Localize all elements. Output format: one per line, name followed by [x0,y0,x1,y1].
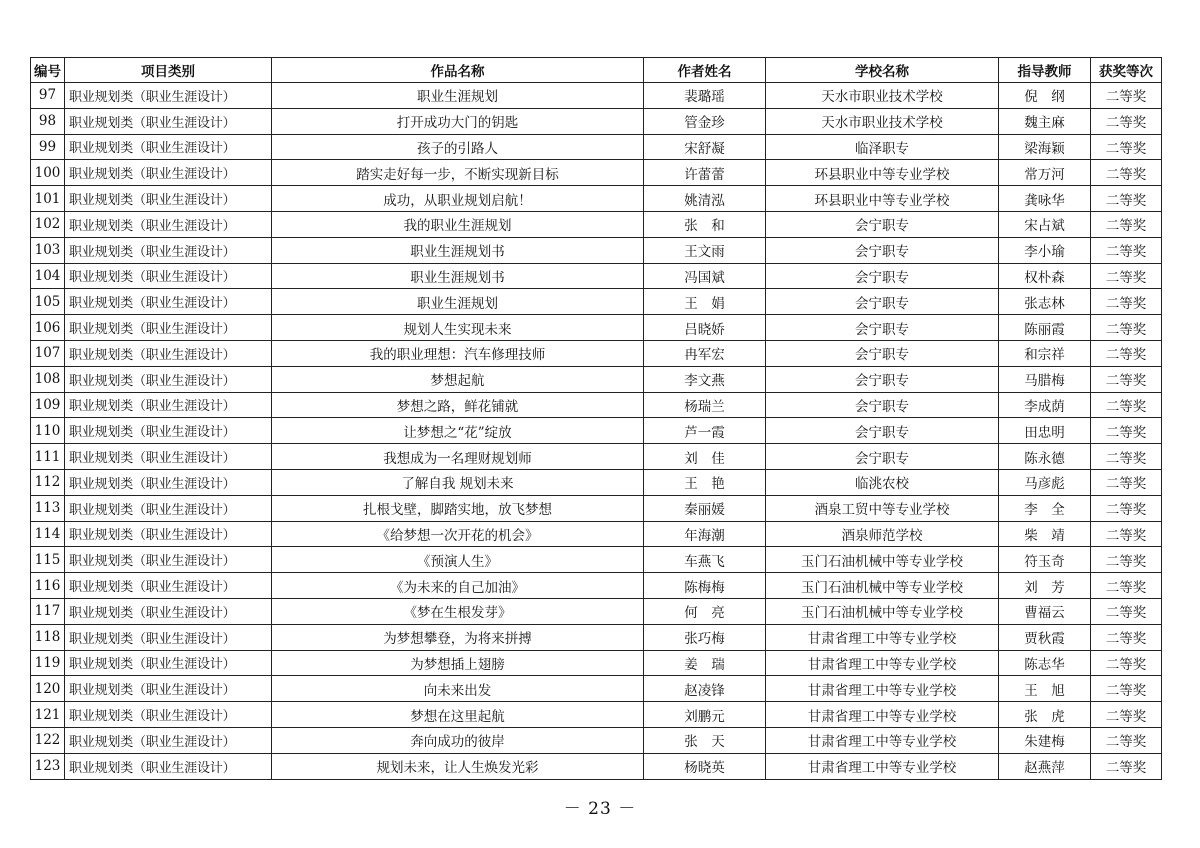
row-award-level: 二等奖 [1091,521,1162,547]
row-work-title: 我想成为一名理财规划师 [272,444,644,470]
row-author: 张巧梅 [644,624,766,650]
row-school: 会宁职专 [766,289,999,315]
header-advisor: 指导教师 [999,58,1091,83]
row-school: 甘肃省理工中等专业学校 [766,702,999,728]
row-school: 天水市职业技术学校 [766,83,999,109]
row-work-title: 《预演人生》 [272,547,644,573]
row-award-level: 二等奖 [1091,418,1162,444]
row-award-level: 二等奖 [1091,83,1162,109]
row-work-title: 了解自我 规划未来 [272,469,644,495]
row-work-title: 梦想起航 [272,366,644,392]
row-author: 张 和 [644,211,766,237]
row-advisor: 常万河 [999,160,1091,186]
row-school: 环县职业中等专业学校 [766,160,999,186]
row-award-level: 二等奖 [1091,624,1162,650]
row-number: 114 [31,521,65,547]
table-row [31,392,1162,418]
row-award-level: 二等奖 [1091,753,1162,779]
row-author: 冉军宏 [644,340,766,366]
row-author: 何 亮 [644,598,766,624]
row-school: 临洮农校 [766,469,999,495]
row-award-level: 二等奖 [1091,289,1162,315]
row-school: 会宁职专 [766,444,999,470]
row-author: 宋舒凝 [644,134,766,160]
row-category: 职业规划类（职业生涯设计） [65,598,272,624]
row-category: 职业规划类（职业生涯设计） [65,573,272,599]
row-author: 张 天 [644,727,766,753]
table-row [31,573,1162,599]
row-work-title: 为梦想攀登，为将来拼搏 [272,624,644,650]
row-author: 陈梅梅 [644,573,766,599]
row-advisor: 陈丽霞 [999,315,1091,341]
row-category: 职业规划类（职业生涯设计） [65,315,272,341]
row-work-title: 为梦想插上翅膀 [272,650,644,676]
table-body [31,83,1162,780]
row-category: 职业规划类（职业生涯设计） [65,186,272,212]
row-school: 会宁职专 [766,211,999,237]
table-row [31,186,1162,212]
row-school: 甘肃省理工中等专业学校 [766,727,999,753]
row-advisor: 柴 靖 [999,521,1091,547]
table-row [31,676,1162,702]
row-number: 100 [31,160,65,186]
row-number: 98 [31,108,65,134]
row-advisor: 梁海颖 [999,134,1091,160]
table-row [31,263,1162,289]
table-row [31,108,1162,134]
row-number: 120 [31,676,65,702]
row-advisor: 张 虎 [999,702,1091,728]
row-award-level: 二等奖 [1091,237,1162,263]
row-work-title: 成功，从职业规划启航！ [272,186,644,212]
table-row [31,598,1162,624]
row-author: 刘鹏元 [644,702,766,728]
header-number: 编号 [31,58,65,83]
table-row [31,702,1162,728]
row-category: 职业规划类（职业生涯设计） [65,676,272,702]
row-category: 职业规划类（职业生涯设计） [65,211,272,237]
row-award-level: 二等奖 [1091,676,1162,702]
row-advisor: 曹福云 [999,598,1091,624]
row-work-title: 我的职业理想：汽车修理技师 [272,340,644,366]
row-school: 甘肃省理工中等专业学校 [766,753,999,779]
row-award-level: 二等奖 [1091,547,1162,573]
row-school: 玉门石油机械中等专业学校 [766,598,999,624]
row-award-level: 二等奖 [1091,573,1162,599]
row-award-level: 二等奖 [1091,392,1162,418]
table-row [31,160,1162,186]
table-row [31,727,1162,753]
table-row [31,753,1162,779]
row-number: 117 [31,598,65,624]
row-award-level: 二等奖 [1091,469,1162,495]
row-author: 赵凌锋 [644,676,766,702]
row-advisor: 龚咏华 [999,186,1091,212]
row-award-level: 二等奖 [1091,598,1162,624]
row-number: 109 [31,392,65,418]
row-author: 杨瑞兰 [644,392,766,418]
row-number: 111 [31,444,65,470]
row-category: 职业规划类（职业生涯设计） [65,547,272,573]
row-work-title: 奔向成功的彼岸 [272,727,644,753]
row-work-title: 孩子的引路人 [272,134,644,160]
row-author: 冯国斌 [644,263,766,289]
row-work-title: 梦想之路，鲜花铺就 [272,392,644,418]
row-author: 王 娟 [644,289,766,315]
header-row [31,58,1162,83]
row-category: 职业规划类（职业生涯设计） [65,469,272,495]
row-school: 甘肃省理工中等专业学校 [766,676,999,702]
row-advisor: 李 全 [999,495,1091,521]
row-number: 101 [31,186,65,212]
row-advisor: 赵燕萍 [999,753,1091,779]
row-category: 职业规划类（职业生涯设计） [65,392,272,418]
row-school: 会宁职专 [766,315,999,341]
row-advisor: 魏主麻 [999,108,1091,134]
row-category: 职业规划类（职业生涯设计） [65,237,272,263]
row-advisor: 贾秋霞 [999,624,1091,650]
row-school: 临泽职专 [766,134,999,160]
header-author: 作者姓名 [644,58,766,83]
row-school: 会宁职专 [766,340,999,366]
row-advisor: 宋占斌 [999,211,1091,237]
awards-table [30,57,1162,780]
row-advisor: 刘 芳 [999,573,1091,599]
header-school: 学校名称 [766,58,999,83]
table-row [31,237,1162,263]
header-work-title: 作品名称 [272,58,644,83]
row-work-title: 打开成功大门的钥匙 [272,108,644,134]
row-work-title: 我的职业生涯规划 [272,211,644,237]
row-number: 116 [31,573,65,599]
table-row [31,134,1162,160]
row-number: 102 [31,211,65,237]
page-number: － 23 － [563,799,637,819]
row-advisor: 和宗祥 [999,340,1091,366]
row-award-level: 二等奖 [1091,108,1162,134]
row-number: 99 [31,134,65,160]
row-author: 李文燕 [644,366,766,392]
row-work-title: 踏实走好每一步，不断实现新目标 [272,160,644,186]
table-row [31,650,1162,676]
row-award-level: 二等奖 [1091,702,1162,728]
row-advisor: 陈永德 [999,444,1091,470]
row-category: 职业规划类（职业生涯设计） [65,650,272,676]
row-advisor: 李成荫 [999,392,1091,418]
row-number: 112 [31,469,65,495]
row-award-level: 二等奖 [1091,186,1162,212]
table-header [31,58,1162,83]
row-category: 职业规划类（职业生涯设计） [65,340,272,366]
table-row [31,444,1162,470]
row-category: 职业规划类（职业生涯设计） [65,727,272,753]
row-work-title: 规划人生实现未来 [272,315,644,341]
row-work-title: 规划未来，让人生焕发光彩 [272,753,644,779]
row-author: 车燕飞 [644,547,766,573]
row-work-title: 《给梦想一次开花的机会》 [272,521,644,547]
row-author: 刘 佳 [644,444,766,470]
header-category: 项目类别 [65,58,272,83]
row-number: 107 [31,340,65,366]
row-award-level: 二等奖 [1091,727,1162,753]
row-work-title: 《梦在生根发芽》 [272,598,644,624]
row-category: 职业规划类（职业生涯设计） [65,108,272,134]
row-work-title: 让梦想之“花”绽放 [272,418,644,444]
row-work-title: 职业生涯规划书 [272,263,644,289]
row-author: 许蕾蕾 [644,160,766,186]
row-category: 职业规划类（职业生涯设计） [65,160,272,186]
table-row [31,547,1162,573]
row-number: 108 [31,366,65,392]
row-category: 职业规划类（职业生涯设计） [65,702,272,728]
row-author: 姜 瑞 [644,650,766,676]
row-school: 会宁职专 [766,366,999,392]
table-row [31,521,1162,547]
row-number: 118 [31,624,65,650]
row-award-level: 二等奖 [1091,366,1162,392]
table-row [31,418,1162,444]
row-school: 酒泉师范学校 [766,521,999,547]
row-advisor: 张志林 [999,289,1091,315]
row-award-level: 二等奖 [1091,134,1162,160]
row-category: 职业规划类（职业生涯设计） [65,444,272,470]
row-school: 甘肃省理工中等专业学校 [766,624,999,650]
row-author: 姚清泓 [644,186,766,212]
row-advisor: 权朴森 [999,263,1091,289]
row-category: 职业规划类（职业生涯设计） [65,83,272,109]
row-school: 会宁职专 [766,418,999,444]
row-school: 天水市职业技术学校 [766,108,999,134]
row-school: 玉门石油机械中等专业学校 [766,547,999,573]
table-row [31,315,1162,341]
row-work-title: 职业生涯规划 [272,289,644,315]
row-award-level: 二等奖 [1091,160,1162,186]
row-work-title: 《为未来的自己加油》 [272,573,644,599]
row-author: 芦一霞 [644,418,766,444]
table-row [31,624,1162,650]
row-number: 113 [31,495,65,521]
row-category: 职业规划类（职业生涯设计） [65,521,272,547]
row-award-level: 二等奖 [1091,340,1162,366]
row-category: 职业规划类（职业生涯设计） [65,753,272,779]
row-category: 职业规划类（职业生涯设计） [65,366,272,392]
row-author: 秦丽媛 [644,495,766,521]
row-award-level: 二等奖 [1091,211,1162,237]
row-award-level: 二等奖 [1091,263,1162,289]
row-author: 王文雨 [644,237,766,263]
row-award-level: 二等奖 [1091,315,1162,341]
row-advisor: 倪 纲 [999,83,1091,109]
row-number: 115 [31,547,65,573]
table-row [31,289,1162,315]
row-category: 职业规划类（职业生涯设计） [65,418,272,444]
row-school: 玉门石油机械中等专业学校 [766,573,999,599]
row-award-level: 二等奖 [1091,444,1162,470]
table-row [31,469,1162,495]
table-row [31,340,1162,366]
row-number: 105 [31,289,65,315]
row-advisor: 马彦彪 [999,469,1091,495]
row-category: 职业规划类（职业生涯设计） [65,263,272,289]
row-work-title: 职业生涯规划 [272,83,644,109]
table-row [31,495,1162,521]
row-number: 103 [31,237,65,263]
row-award-level: 二等奖 [1091,495,1162,521]
row-work-title: 向未来出发 [272,676,644,702]
row-category: 职业规划类（职业生涯设计） [65,624,272,650]
row-work-title: 扎根戈壁，脚踏实地，放飞梦想 [272,495,644,521]
row-author: 王 艳 [644,469,766,495]
row-category: 职业规划类（职业生涯设计） [65,289,272,315]
row-author: 杨晓英 [644,753,766,779]
row-author: 裴璐瑶 [644,83,766,109]
row-school: 会宁职专 [766,263,999,289]
table-row [31,211,1162,237]
row-number: 122 [31,727,65,753]
row-school: 会宁职专 [766,237,999,263]
row-number: 123 [31,753,65,779]
row-number: 106 [31,315,65,341]
row-school: 会宁职专 [766,392,999,418]
row-school: 甘肃省理工中等专业学校 [766,650,999,676]
row-advisor: 田忠明 [999,418,1091,444]
table-row [31,366,1162,392]
row-advisor: 朱建梅 [999,727,1091,753]
row-work-title: 职业生涯规划书 [272,237,644,263]
row-award-level: 二等奖 [1091,650,1162,676]
row-number: 119 [31,650,65,676]
header-award-level: 获奖等次 [1091,58,1162,83]
row-school: 酒泉工贸中等专业学校 [766,495,999,521]
table-row [31,83,1162,109]
row-category: 职业规划类（职业生涯设计） [65,495,272,521]
row-category: 职业规划类（职业生涯设计） [65,134,272,160]
row-number: 97 [31,83,65,109]
row-number: 121 [31,702,65,728]
row-author: 年海潮 [644,521,766,547]
row-school: 环县职业中等专业学校 [766,186,999,212]
row-work-title: 梦想在这里起航 [272,702,644,728]
row-advisor: 李小瑜 [999,237,1091,263]
row-number: 110 [31,418,65,444]
row-advisor: 符玉奇 [999,547,1091,573]
row-advisor: 马腊梅 [999,366,1091,392]
row-advisor: 王 旭 [999,676,1091,702]
row-author: 管金珍 [644,108,766,134]
row-number: 104 [31,263,65,289]
row-author: 吕晓娇 [644,315,766,341]
row-advisor: 陈志华 [999,650,1091,676]
